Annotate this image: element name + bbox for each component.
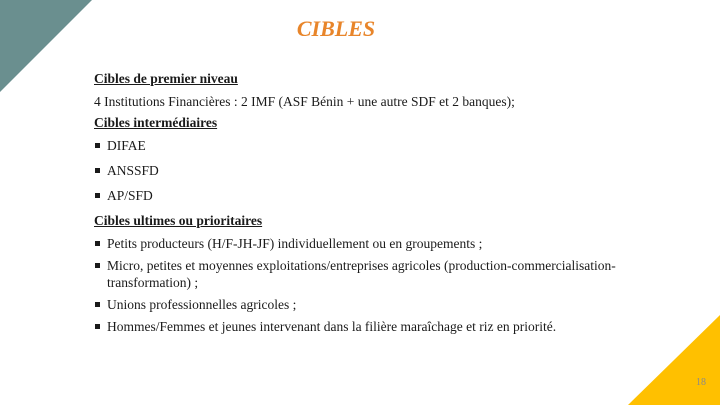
list-item-text: DIFAE bbox=[107, 138, 146, 153]
list-item bbox=[94, 187, 654, 204]
bullet-icon bbox=[95, 241, 100, 246]
list-item bbox=[94, 235, 654, 252]
bullet-icon bbox=[95, 193, 100, 198]
heading-premier-niveau: Cibles de premier niveau bbox=[94, 71, 238, 86]
list-item bbox=[94, 162, 654, 179]
list-item-text: AP/SFD bbox=[107, 188, 153, 203]
list-item-text: ANSSFD bbox=[107, 163, 159, 178]
heading-ultimes: Cibles ultimes ou prioritaires bbox=[94, 213, 263, 228]
list-item-text: Petits producteurs (H/F-JH-JF) individuellement ou en groupements ; bbox=[107, 236, 483, 251]
top-left-corner-decoration bbox=[0, 0, 92, 92]
slide-title: CIBLES bbox=[296, 16, 376, 41]
list-item bbox=[94, 257, 654, 291]
bullet-icon bbox=[95, 263, 100, 268]
bullet-icon bbox=[95, 168, 100, 173]
bullet-icon bbox=[95, 302, 100, 307]
list-item bbox=[94, 296, 654, 313]
premier-niveau-text: 4 Institutions Financières : 2 IMF (ASF Bénin + une autre SDF et 2 banques); bbox=[94, 94, 515, 109]
bullet-icon bbox=[95, 324, 100, 329]
bullet-icon bbox=[95, 143, 100, 148]
list-item bbox=[94, 137, 654, 154]
slide-content bbox=[94, 70, 654, 340]
list-item bbox=[94, 318, 654, 335]
intermediaires-list bbox=[94, 137, 654, 204]
page-number: 18 bbox=[696, 377, 706, 388]
ultimes-list bbox=[94, 235, 654, 335]
heading-intermediaires: Cibles intermédiaires bbox=[94, 115, 218, 130]
list-item-text: Micro, petites et moyennes exploitations/entreprises agricoles (production-commercialisation-transformation) ; bbox=[107, 258, 616, 290]
list-item-text: Hommes/Femmes et jeunes intervenant dans la filière maraîchage et riz en priorité. bbox=[107, 319, 557, 334]
list-item-text: Unions professionnelles agricoles ; bbox=[107, 297, 297, 312]
